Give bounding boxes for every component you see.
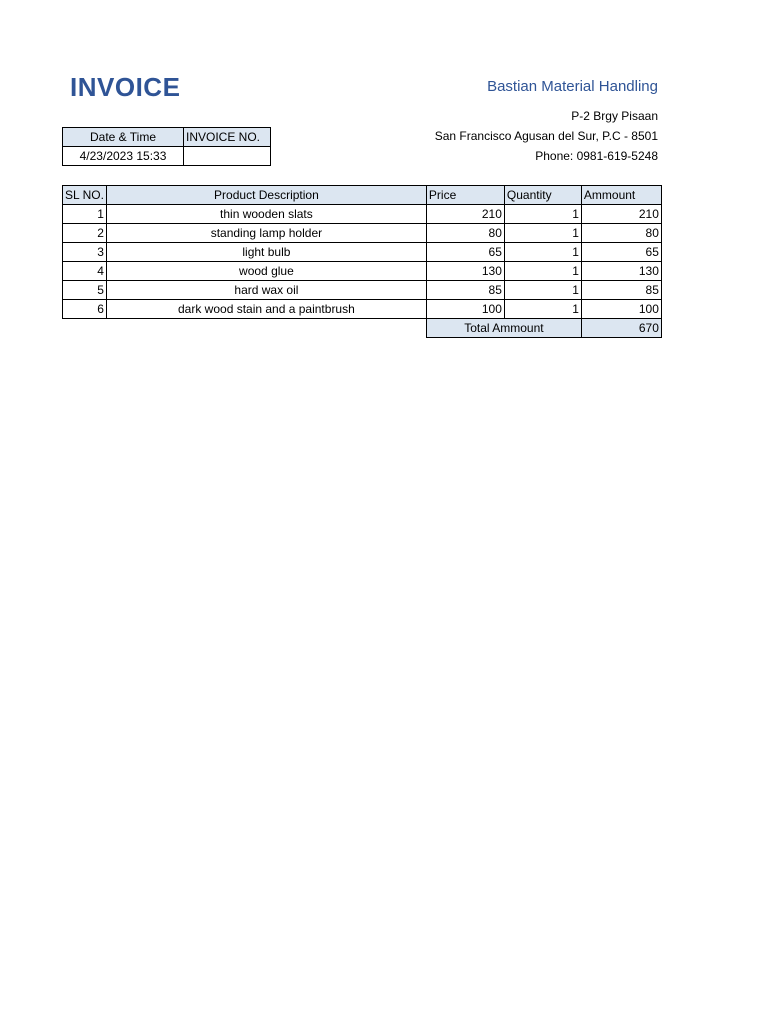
items-table bbox=[62, 185, 662, 338]
table-row bbox=[63, 243, 662, 262]
row-quantity: 1 bbox=[504, 300, 581, 319]
row-price: 80 bbox=[426, 224, 504, 243]
row-description: dark wood stain and a paintbrush bbox=[106, 300, 426, 319]
row-description: wood glue bbox=[106, 262, 426, 281]
company-address-line-2: San Francisco Agusan del Sur, P.C - 8501 bbox=[434, 129, 658, 143]
table-row bbox=[63, 205, 662, 224]
row-amount: 65 bbox=[581, 243, 661, 262]
row-sl-no: 3 bbox=[63, 243, 107, 262]
meta-header-row bbox=[63, 128, 271, 147]
table-row bbox=[63, 300, 662, 319]
row-sl-no: 4 bbox=[63, 262, 107, 281]
row-price: 65 bbox=[426, 243, 504, 262]
row-description: hard wax oil bbox=[106, 281, 426, 300]
invoice-meta-table bbox=[62, 127, 271, 166]
date-time-value: 4/23/2023 15:33 bbox=[63, 147, 184, 166]
row-description: thin wooden slats bbox=[106, 205, 426, 224]
invoice-no-header: INVOICE NO. bbox=[184, 128, 271, 147]
table-row bbox=[63, 224, 662, 243]
row-quantity: 1 bbox=[504, 205, 581, 224]
row-quantity: 1 bbox=[504, 281, 581, 300]
table-row bbox=[63, 262, 662, 281]
table-row bbox=[63, 281, 662, 300]
row-price: 85 bbox=[426, 281, 504, 300]
row-amount: 85 bbox=[581, 281, 661, 300]
row-sl-no: 5 bbox=[63, 281, 107, 300]
row-amount: 130 bbox=[581, 262, 661, 281]
meta-value-row bbox=[63, 147, 271, 166]
company-info bbox=[435, 78, 658, 166]
total-amount-label: Total Ammount bbox=[426, 319, 581, 338]
company-phone: Phone: 0981-619-5248 bbox=[535, 149, 658, 163]
row-quantity: 1 bbox=[504, 224, 581, 243]
row-sl-no: 2 bbox=[63, 224, 107, 243]
invoice-title: INVOICE bbox=[70, 72, 181, 102]
row-description: light bulb bbox=[106, 243, 426, 262]
total-spacer bbox=[106, 319, 426, 338]
company-name: Bastian Material Handling bbox=[487, 78, 658, 95]
date-time-header: Date & Time bbox=[63, 128, 184, 147]
company-address-line-1: P-2 Brgy Pisaan bbox=[571, 109, 658, 123]
row-quantity: 1 bbox=[504, 262, 581, 281]
quantity-header: Quantity bbox=[504, 186, 581, 205]
sl-no-header: SL NO. bbox=[63, 186, 107, 205]
items-header-row bbox=[63, 186, 662, 205]
price-header: Price bbox=[426, 186, 504, 205]
amount-header: Ammount bbox=[581, 186, 661, 205]
row-price: 210 bbox=[426, 205, 504, 224]
total-row bbox=[63, 319, 662, 338]
row-sl-no: 1 bbox=[63, 205, 107, 224]
row-amount: 100 bbox=[581, 300, 661, 319]
row-amount: 210 bbox=[581, 205, 661, 224]
row-amount: 80 bbox=[581, 224, 661, 243]
row-quantity: 1 bbox=[504, 243, 581, 262]
total-amount-value: 670 bbox=[581, 319, 661, 338]
row-sl-no: 6 bbox=[63, 300, 107, 319]
row-price: 130 bbox=[426, 262, 504, 281]
row-description: standing lamp holder bbox=[106, 224, 426, 243]
invoice-no-value bbox=[184, 147, 271, 166]
description-header: Product Description bbox=[106, 186, 426, 205]
total-spacer bbox=[63, 319, 107, 338]
row-price: 100 bbox=[426, 300, 504, 319]
